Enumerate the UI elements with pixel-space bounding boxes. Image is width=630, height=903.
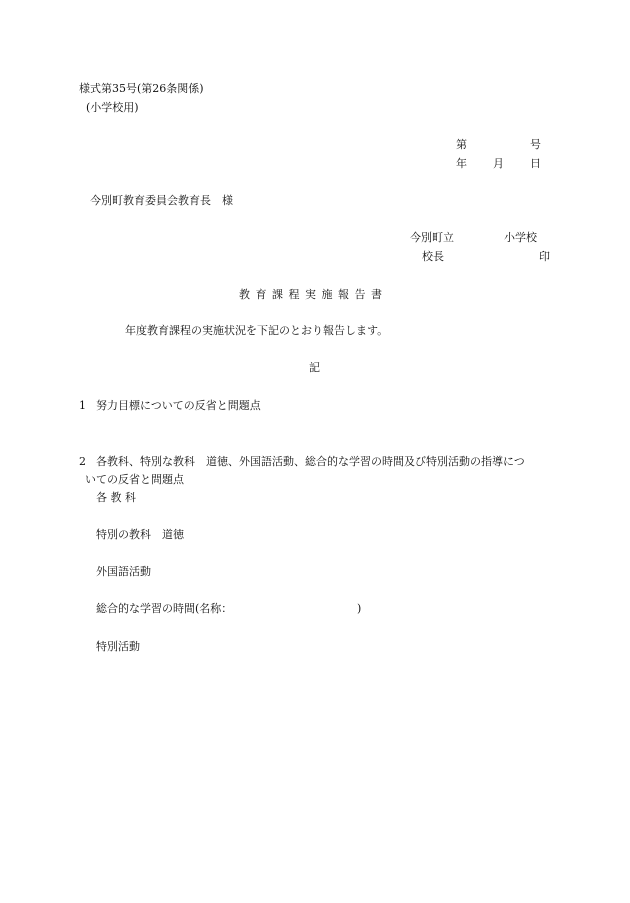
intro-text: 年度教育課程の実施状況を下記のとおり報告します。 [125, 324, 389, 337]
form-subtitle: (小学校用) [86, 101, 139, 114]
seal-mark: 印 [539, 250, 550, 263]
section-2-text-line2: いての反省と問題点 [85, 473, 184, 486]
addressee: 今別町教育委員会教育長 様 [90, 194, 233, 207]
ki-label: 記 [309, 361, 320, 374]
item-integrated-study-close: ) [357, 602, 362, 615]
school-suffix: 小学校 [504, 231, 537, 244]
item-foreign-language: 外国語活動 [96, 565, 151, 578]
section-1-text: 努力目標についての反省と問題点 [96, 399, 261, 412]
section-2-number: 2 [79, 455, 86, 468]
item-special-activities: 特別活動 [96, 640, 140, 653]
item-moral-education: 特別の教科 道徳 [96, 528, 184, 541]
doc-number-prefix: 第 [456, 138, 467, 151]
item-integrated-study: 総合的な学習の時間(名称： [96, 602, 233, 615]
doc-number-suffix: 号 [530, 138, 541, 151]
section-1-number: 1 [79, 399, 86, 412]
form-number: 様式第35号(第26条関係) [79, 82, 204, 95]
principal-label: 校長 [422, 250, 444, 263]
date-day: 日 [530, 157, 541, 170]
document-title: 教育課程実施報告書 [239, 288, 388, 301]
date-month: 月 [493, 157, 504, 170]
section-2-text-line1: 各教科、特別な教科 道徳、外国語活動、総合的な学習の時間及び特別活動の指導につ [96, 455, 525, 468]
date-year: 年 [456, 157, 467, 170]
item-subjects: 各教科 [96, 491, 140, 504]
school-prefix: 今別町立 [410, 231, 454, 244]
